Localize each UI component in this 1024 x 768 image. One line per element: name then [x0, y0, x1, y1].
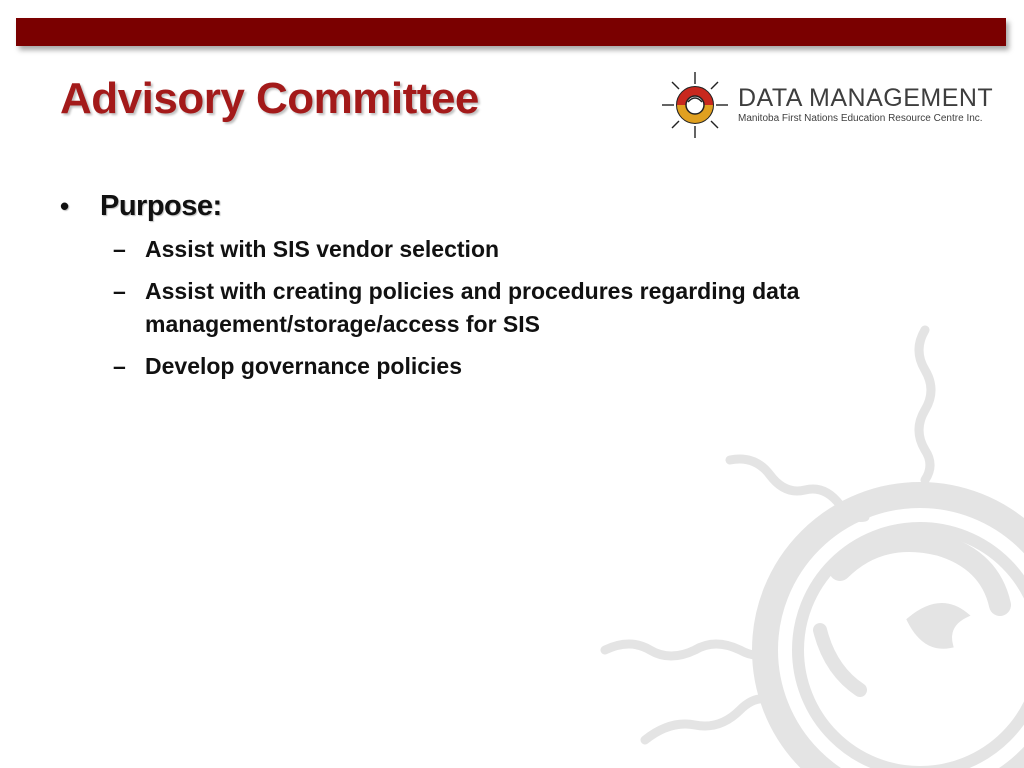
list-item-text: Develop governance policies [145, 353, 463, 379]
list-item-text: Assist with creating policies and procedures regarding data management/storage/access for SIS [145, 278, 800, 337]
list-item [113, 350, 920, 383]
data-management-logo [660, 70, 1005, 140]
dash-marker: – [113, 236, 126, 262]
sun-emblem-icon [660, 70, 730, 140]
purpose-sublist [113, 233, 920, 383]
bullet-purpose [60, 190, 920, 223]
list-item [113, 233, 920, 266]
list-item-text: Assist with SIS vendor selection [145, 236, 500, 262]
logo-subtitle: Manitoba First Nations Education Resource Centre Inc. [738, 113, 983, 124]
dash-marker: – [113, 278, 126, 304]
dash-marker: – [113, 353, 126, 379]
bullet-marker: • [60, 191, 69, 221]
slide-title: Advisory Committee [60, 74, 479, 123]
top-accent-bar [16, 18, 1006, 46]
logo-title: DATA MANAGEMENT [738, 84, 994, 112]
list-item [113, 275, 920, 341]
purpose-heading: Purpose: [100, 190, 222, 222]
slide-body [60, 190, 920, 392]
